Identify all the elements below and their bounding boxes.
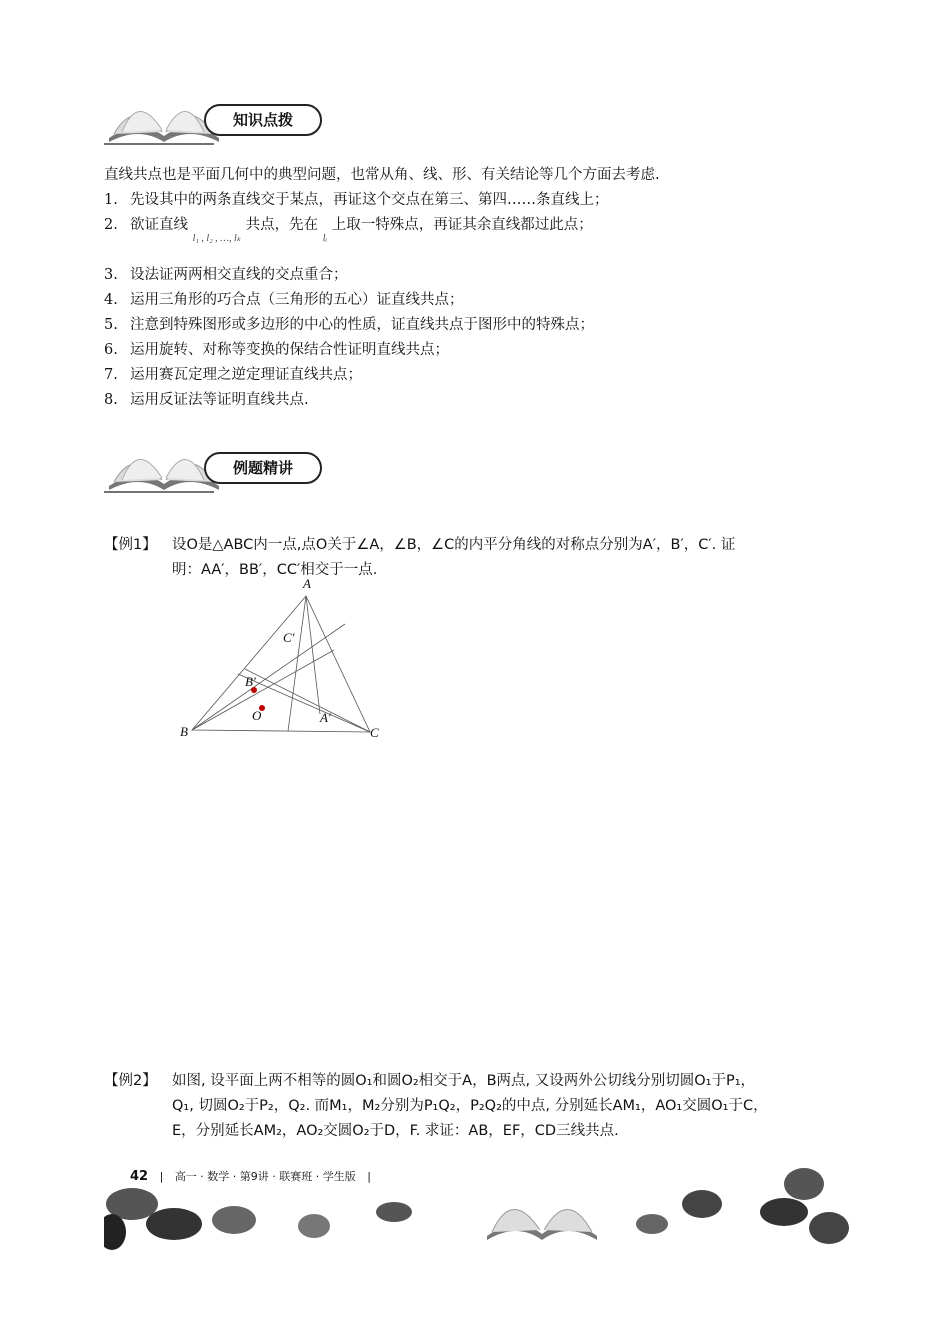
section-banner-examples — [104, 436, 334, 496]
point-1 — [104, 190, 609, 210]
section-title-examples: 例题精讲 — [204, 452, 322, 484]
example-label: 【例1】 — [104, 537, 157, 553]
example-text-line: E，分别延长AM₂，AO₂交圆O₂于D，F. 求证：AB，EF，CD三线共点. — [172, 1123, 619, 1139]
example-text-line: Q₁, 切圆O₂于P₂，Q₂. 而M₁，M₂分别为P₁Q₂，P₂Q₂的中点, 分别延长AM₁，AO₁交圆O₁于C， — [172, 1098, 768, 1114]
point-text: 注意到特殊图形或多边形的中心的性质，证直线共点于图形中的特殊点； — [130, 317, 594, 333]
footer-text: 42 | 高一 · 数学 · 第9讲 · 联赛班 · 学生版 | — [130, 1169, 371, 1184]
bisector-a — [288, 596, 306, 731]
bisector-b — [192, 650, 334, 730]
page-number: 42 — [130, 1169, 149, 1184]
label-a: A — [303, 576, 311, 591]
example-label: 【例2】 — [104, 1073, 157, 1089]
example-text-line: 如图, 设平面上两不相等的圆O₁和圆O₂相交于A，B两点, 又设两外公切线分别切圆O₁于P₁， — [172, 1073, 756, 1089]
point-number: 4. — [104, 292, 118, 308]
point-text: 运用三角形的巧合点（三角形的五心）证直线共点； — [130, 292, 464, 308]
point-text: 设法证两两相交直线的交点重合； — [130, 267, 348, 283]
point-number: 6. — [104, 342, 118, 358]
triangle-diagram — [170, 574, 400, 744]
example-text-line: 设O是△ABC内一点,点O关于∠A，∠B，∠C的内平分角线的对称点分别为A′，B′，C′. 证 — [172, 537, 736, 553]
point-8 — [104, 390, 309, 410]
line-cc-prime — [245, 669, 370, 732]
label-b-prime: B′ — [245, 674, 256, 689]
point-number: 2. — [104, 217, 118, 233]
point-7 — [104, 365, 362, 385]
point-number: 7. — [104, 367, 118, 383]
point-text: 先设其中的两条直线交于某点，再证这个交点在第三、第四……条直线上； — [130, 192, 609, 208]
point-text: 运用赛瓦定理之逆定理证直线共点； — [130, 367, 362, 383]
point-3 — [104, 265, 348, 285]
intro-text: 直线共点也是平面几何中的典型问题，也常从角、线、形、有关结论等几个方面去考虑. — [104, 167, 660, 183]
label-b: B — [180, 724, 188, 739]
triangle-figure — [170, 574, 400, 748]
point-number: 5. — [104, 317, 118, 333]
line-i-variable: lᵢ — [322, 233, 328, 244]
point-text: 共点，先在 — [245, 217, 319, 233]
point-text: 运用旋转、对称等变换的保结合性证明直线共点； — [130, 342, 449, 358]
point-5 — [104, 315, 594, 335]
line-aa-prime — [306, 596, 320, 714]
point-6 — [104, 340, 449, 360]
section-banner-knowledge — [104, 88, 334, 148]
label-c-prime: C′ — [283, 630, 295, 645]
lines-variables: l₁ , l₂ , …, lₖ — [192, 233, 242, 244]
point-number: 8. — [104, 392, 118, 408]
example-2 — [104, 1069, 864, 1149]
bisector-c — [238, 674, 370, 732]
footer-decoration-icon — [104, 1162, 849, 1252]
footer-course: 高一 · 数学 · 第9讲 · 联赛班 · 学生版 — [174, 1170, 356, 1183]
point-4 — [104, 290, 464, 310]
label-a-prime: A′ — [320, 710, 331, 725]
point-text: 欲证直线 — [130, 217, 188, 233]
point-number: 1. — [104, 192, 118, 208]
page-footer — [104, 1162, 849, 1252]
point-text: 运用反证法等证明直线共点. — [130, 392, 309, 408]
point-number: 3. — [104, 267, 118, 283]
label-o: O — [252, 708, 262, 723]
example-text-line: 明：AA′，BB′，CC′相交于一点. — [172, 562, 378, 578]
label-c: C — [370, 725, 379, 740]
point-text: 上取一特殊点，再证其余直线都过此点； — [331, 217, 593, 233]
section-title-knowledge: 知识点拨 — [204, 104, 322, 136]
